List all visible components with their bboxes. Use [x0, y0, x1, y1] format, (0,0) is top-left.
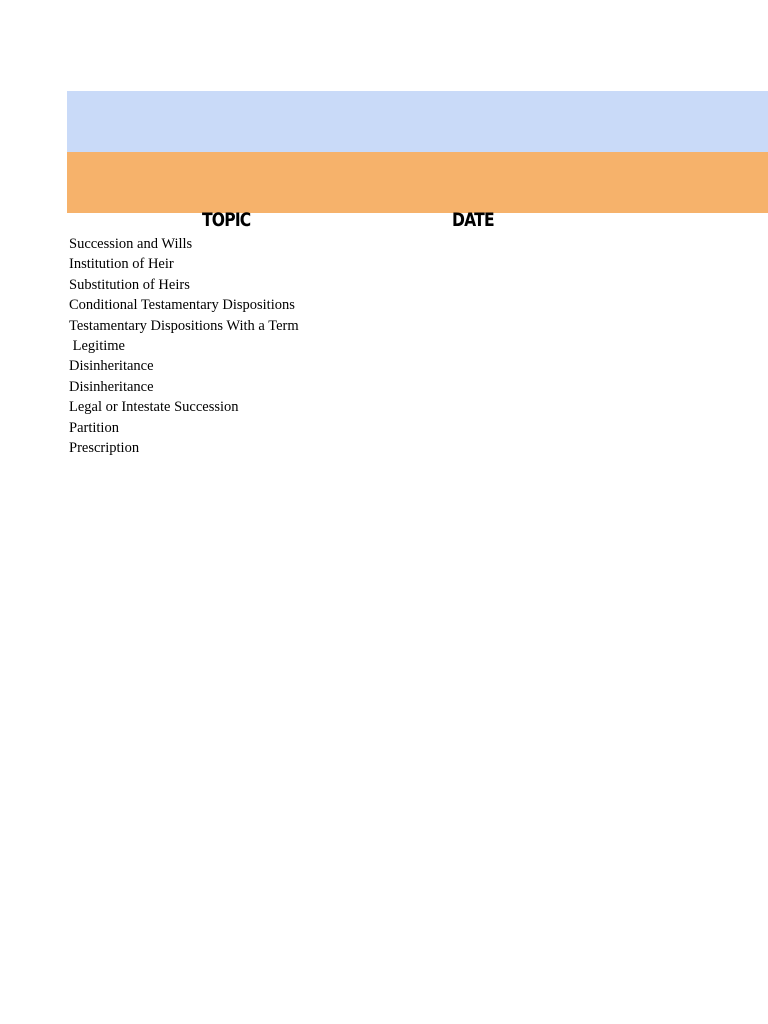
list-item: Conditional Testamentary Dispositions: [69, 297, 295, 314]
list-item: Partition: [69, 419, 119, 436]
date-column-header: DATE: [452, 209, 494, 231]
list-item: Disinheritance: [69, 378, 154, 395]
list-item: Legitime: [69, 337, 125, 354]
list-item: Testamentary Dispositions With a Term: [69, 317, 299, 334]
list-item: Substitution of Heirs: [69, 276, 190, 293]
topic-list: [69, 234, 299, 458]
list-item: Disinheritance: [69, 358, 154, 375]
list-item: Institution of Heir: [69, 256, 174, 273]
list-item: Legal or Intestate Succession: [69, 399, 239, 416]
header-band-blue: [67, 91, 768, 152]
list-item: Succession and Wills: [69, 236, 193, 252]
topic-column-header: TOPIC: [202, 209, 251, 231]
header-band-orange: [67, 152, 768, 213]
list-item: Prescription: [69, 439, 140, 456]
